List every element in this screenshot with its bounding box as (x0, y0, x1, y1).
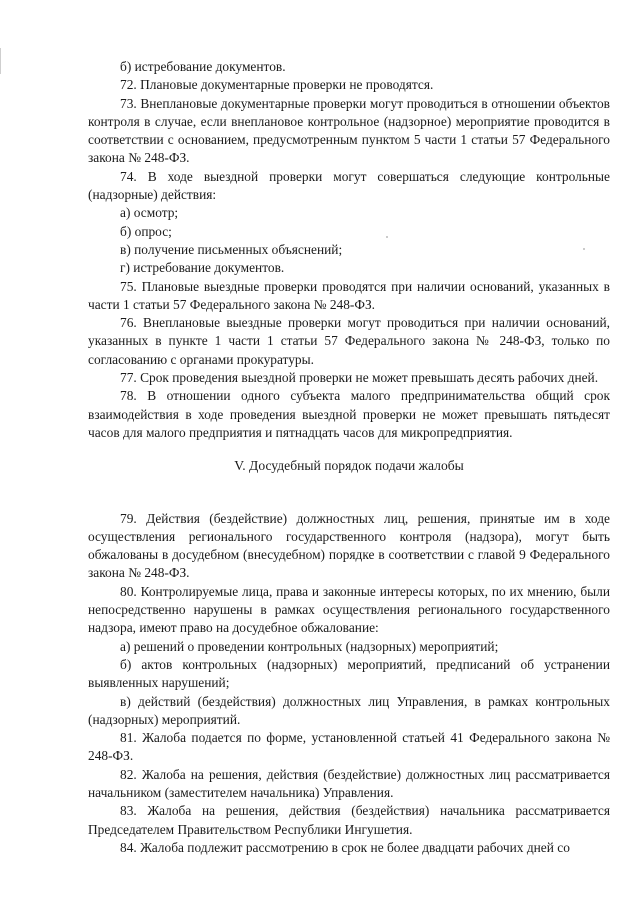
document-page (88, 58, 610, 857)
paragraph-80: 80. Контролируемые лица, права и законные интересы которых, по их мнению, были непосредственно нарушены в рамках осуществления регионального государственного надзора, имеют право на досудебное обжалование: (88, 583, 610, 636)
paragraph-83: 83. Жалоба на решения, действия (бездействия) начальника рассматривается Председателем Правительством Республики Ингушетия. (88, 803, 610, 837)
paragraph-72: 72. Плановые документарные проверки не проводятся. (120, 77, 434, 93)
list-item: г) истребование документов. (120, 260, 285, 276)
paragraph-73: 73. Внеплановые документарные проверки могут проводиться в отношении объектов контроля в случае, если внеплановое контрольное (надзорное) мероприятие проводится в соответствии с основанием, предусмотренным пунктом 5 части 1 статьи 57 Федерального закона № 248-ФЗ. (88, 95, 610, 166)
paragraph-74: 74. В ходе выездной проверки могут совершаться следующие контрольные (надзорные) действия: (88, 168, 610, 203)
scan-edge-mark (0, 48, 5, 74)
list-item: а) решений о проведении контрольных (надзорных) мероприятий; (120, 638, 499, 654)
list-item: б) актов контрольных (надзорных) мероприятий, предписаний об устранении выявленных нарушений; (88, 656, 610, 691)
paragraph-75: 75. Плановые выездные проверки проводятся при наличии оснований, указанных в части 1 статьи 57 Федерального закона № 248-ФЗ. (88, 278, 610, 312)
list-item: а) осмотр; (120, 205, 179, 221)
list-item: б) опрос; (120, 223, 172, 239)
list-item: в) получение письменных объяснений; (120, 241, 343, 257)
paragraph-76: 76. Внеплановые выездные проверки могут проводиться при наличии оснований, указанных в пункте 1 части 1 статьи 57 Федерального закона № 248-ФЗ, только по согласованию с органами прокуратуры. (88, 315, 610, 367)
paragraph-82: 82. Жалоба на решения, действия (бездействие) должностных лиц рассматривается начальником (заместителем начальника) Управления. (88, 766, 610, 800)
list-item: в) действий (бездействия) должностных лиц Управления, в рамках контрольных (надзорных) мероприятий. (88, 693, 610, 727)
paragraph-78: 78. В отношении одного субъекта малого предпринимательства общий срок взаимодействия в ходе проведения выездной проверки не может превышать пятьдесят часов для малого предприятия и пятнадцать часов для микропредприятия. (88, 388, 610, 440)
paragraph-81: 81. Жалоба подается по форме, установленной статьей 41 Федерального закона № 248-ФЗ. (88, 730, 610, 764)
paragraph-84: 84. Жалоба подлежит рассмотрению в срок не более двадцати рабочих дней со (120, 839, 570, 855)
paragraph: б) истребование документов. (120, 59, 286, 74)
paragraph-77: 77. Срок проведения выездной проверки не может превышать десять рабочих дней. (120, 370, 599, 386)
paragraph-79: 79. Действия (бездействие) должностных лиц, решения, принятые им в ходе осуществления регионального государственного контроля (надзора), могут быть обжалованы в досудебном (внесудебном) порядке в соответствии с главой 9 Федерального закона № 248-ФЗ. (88, 510, 610, 581)
section-heading: V. Досудебный порядок подачи жалобы (234, 458, 464, 474)
